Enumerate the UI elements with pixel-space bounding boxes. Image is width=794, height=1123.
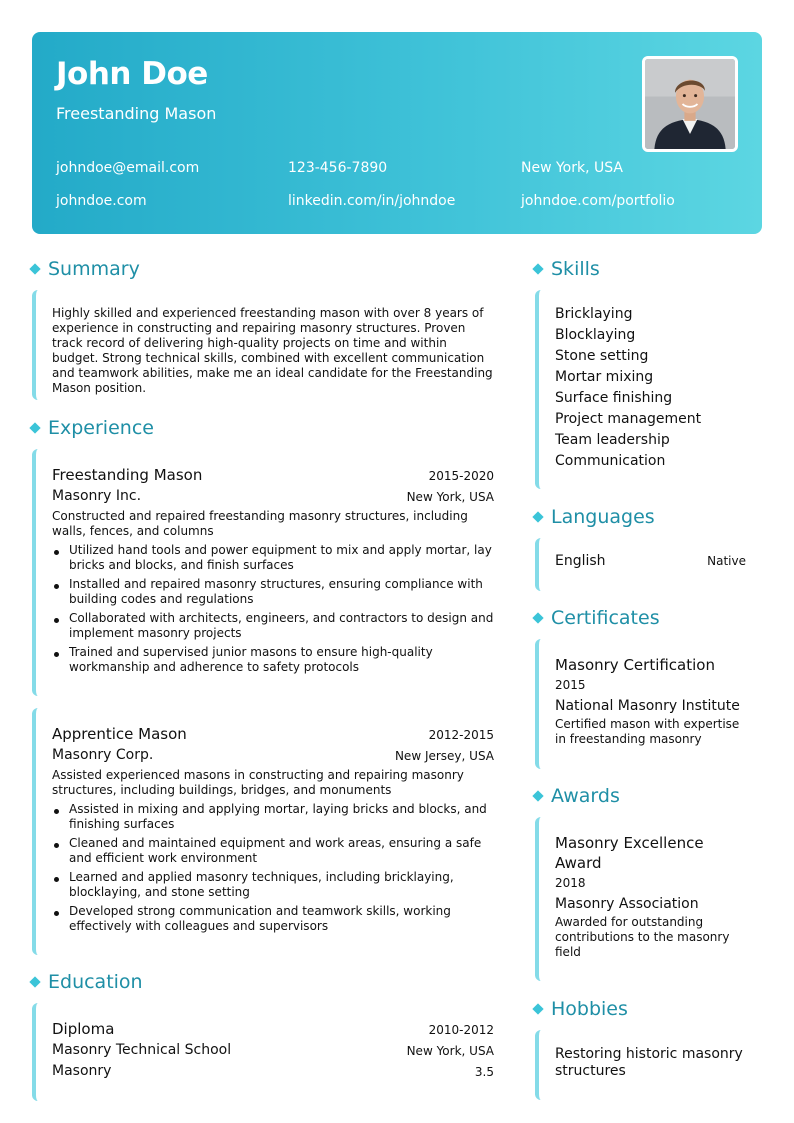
certificate-name: Masonry Certification	[555, 656, 715, 674]
contact-phone[interactable]: 123-456-7890	[288, 160, 388, 176]
contact-location: New York, USA	[521, 160, 623, 176]
skill-item: Surface finishing	[555, 390, 673, 406]
diamond-icon	[532, 790, 543, 801]
job-title: Apprentice Mason	[52, 725, 187, 743]
award-year: 2018	[555, 876, 586, 890]
education-heading-label: Education	[48, 971, 143, 993]
experience-job-1	[32, 449, 498, 696]
awards-block	[535, 817, 762, 981]
skill-item: Communication	[555, 453, 666, 469]
diamond-icon	[532, 511, 543, 522]
skill-item: Bricklaying	[555, 306, 633, 322]
profile-photo-image	[645, 59, 735, 149]
award-name: Masonry Excellence Award	[555, 834, 704, 872]
job-location: New Jersey, USA	[394, 749, 494, 763]
experience-heading-label: Experience	[48, 417, 154, 439]
summary-heading-label: Summary	[48, 258, 140, 280]
list-item: Trained and supervised junior masons to ensure high-quality workmanship and adherence to safety protocols	[52, 645, 494, 675]
job-description: Constructed and repaired freestanding masonry structures, including walls, fences, and columns	[52, 509, 468, 538]
resume-header	[32, 32, 762, 234]
profile-photo	[642, 56, 738, 152]
summary-block	[32, 290, 498, 400]
list-item: Cleaned and maintained equipment and work areas, ensuring a safe and efficient work environment	[52, 836, 494, 866]
list-item: Installed and repaired masonry structures, ensuring compliance with building codes and regulations	[52, 577, 494, 607]
skill-item: Mortar mixing	[555, 369, 654, 385]
contact-portfolio[interactable]: johndoe.com/portfolio	[521, 193, 675, 209]
job-dates: 2015-2020	[428, 469, 494, 483]
award-issuer: Masonry Association	[555, 896, 699, 912]
certificate-description: Certified mason with expertise in freestanding masonry	[555, 717, 740, 746]
language-row	[555, 552, 746, 572]
list-item: Utilized hand tools and power equipment to mix and apply mortar, lay bricks and blocks, and finish surfaces	[52, 543, 494, 573]
languages-heading	[533, 506, 655, 528]
skills-block	[535, 290, 762, 489]
skill-item: Blocklaying	[555, 327, 636, 343]
summary-text: Highly skilled and experienced freestanding mason with over 8 years of experience in constructing and repairing masonry structures. Proven track record of delivering high-quality projects on time and within budget. Strong technical skills, combined with excellent communication and teamwork abilities, make me an ideal candidate for the Freestanding Mason position.	[52, 306, 493, 395]
education-location: New York, USA	[406, 1044, 494, 1058]
list-item: Developed strong communication and teamwork skills, working effectively with colleagues and supervisors	[52, 904, 494, 934]
education-degree: Diploma	[52, 1020, 115, 1038]
hobbies-heading-label: Hobbies	[551, 998, 628, 1020]
skills-heading-label: Skills	[551, 258, 600, 280]
job-bullets	[52, 802, 494, 934]
awards-heading	[533, 785, 620, 807]
languages-heading-label: Languages	[551, 506, 655, 528]
job-company: Masonry Inc.	[52, 488, 142, 504]
diamond-icon	[29, 422, 40, 433]
list-item: Collaborated with architects, engineers, and contractors to design and implement masonry projects	[52, 611, 494, 641]
education-school: Masonry Technical School	[52, 1042, 232, 1058]
diamond-icon	[29, 976, 40, 987]
education-gpa: 3.5	[474, 1065, 494, 1079]
list-item: Learned and applied masonry techniques, including bricklaying, blocklaying, and stone setting	[52, 870, 494, 900]
diamond-icon	[29, 263, 40, 274]
contact-linkedin[interactable]: linkedin.com/in/johndoe	[288, 193, 456, 209]
job-dates: 2012-2015	[428, 728, 494, 742]
education-field: Masonry	[52, 1063, 112, 1079]
skills-heading	[533, 258, 600, 280]
contact-email[interactable]: johndoe@email.com	[56, 160, 200, 176]
hobbies-block	[535, 1030, 762, 1100]
list-item: Assisted in mixing and applying mortar, laying bricks and blocks, and finishing surfaces	[52, 802, 494, 832]
certificate-issuer: National Masonry Institute	[555, 698, 740, 714]
awards-heading-label: Awards	[551, 785, 620, 807]
certificates-heading-label: Certificates	[551, 607, 660, 629]
skill-item: Project management	[555, 411, 702, 427]
language-name: English	[555, 553, 606, 569]
language-level: Native	[707, 554, 746, 568]
certificate-year: 2015	[555, 678, 586, 692]
education-heading	[30, 971, 143, 993]
certificates-block	[535, 639, 762, 769]
contact-website[interactable]: johndoe.com	[56, 193, 147, 209]
diamond-icon	[532, 612, 543, 623]
skill-item: Stone setting	[555, 348, 649, 364]
education-dates: 2010-2012	[428, 1023, 494, 1037]
job-company: Masonry Corp.	[52, 747, 154, 763]
award-description: Awarded for outstanding contributions to the masonry field	[555, 915, 730, 959]
diamond-icon	[532, 1003, 543, 1014]
job-bullets	[52, 543, 494, 675]
skill-item: Team leadership	[555, 432, 670, 448]
experience-heading	[30, 417, 154, 439]
summary-heading	[30, 258, 140, 280]
hobbies-heading	[533, 998, 628, 1020]
job-title: Freestanding Mason	[52, 466, 203, 484]
job-location: New York, USA	[406, 490, 494, 504]
diamond-icon	[532, 263, 543, 274]
experience-job-2	[32, 708, 498, 955]
languages-block	[535, 538, 762, 591]
hobby-item: Restoring historic masonry structures	[555, 1046, 743, 1079]
candidate-role: Freestanding Mason	[56, 104, 217, 123]
candidate-name: John Doe	[56, 56, 208, 92]
job-description: Assisted experienced masons in constructing and repairing masonry structures, including buildings, bridges, and monuments	[52, 768, 464, 797]
certificates-heading	[533, 607, 660, 629]
education-block	[32, 1003, 498, 1101]
